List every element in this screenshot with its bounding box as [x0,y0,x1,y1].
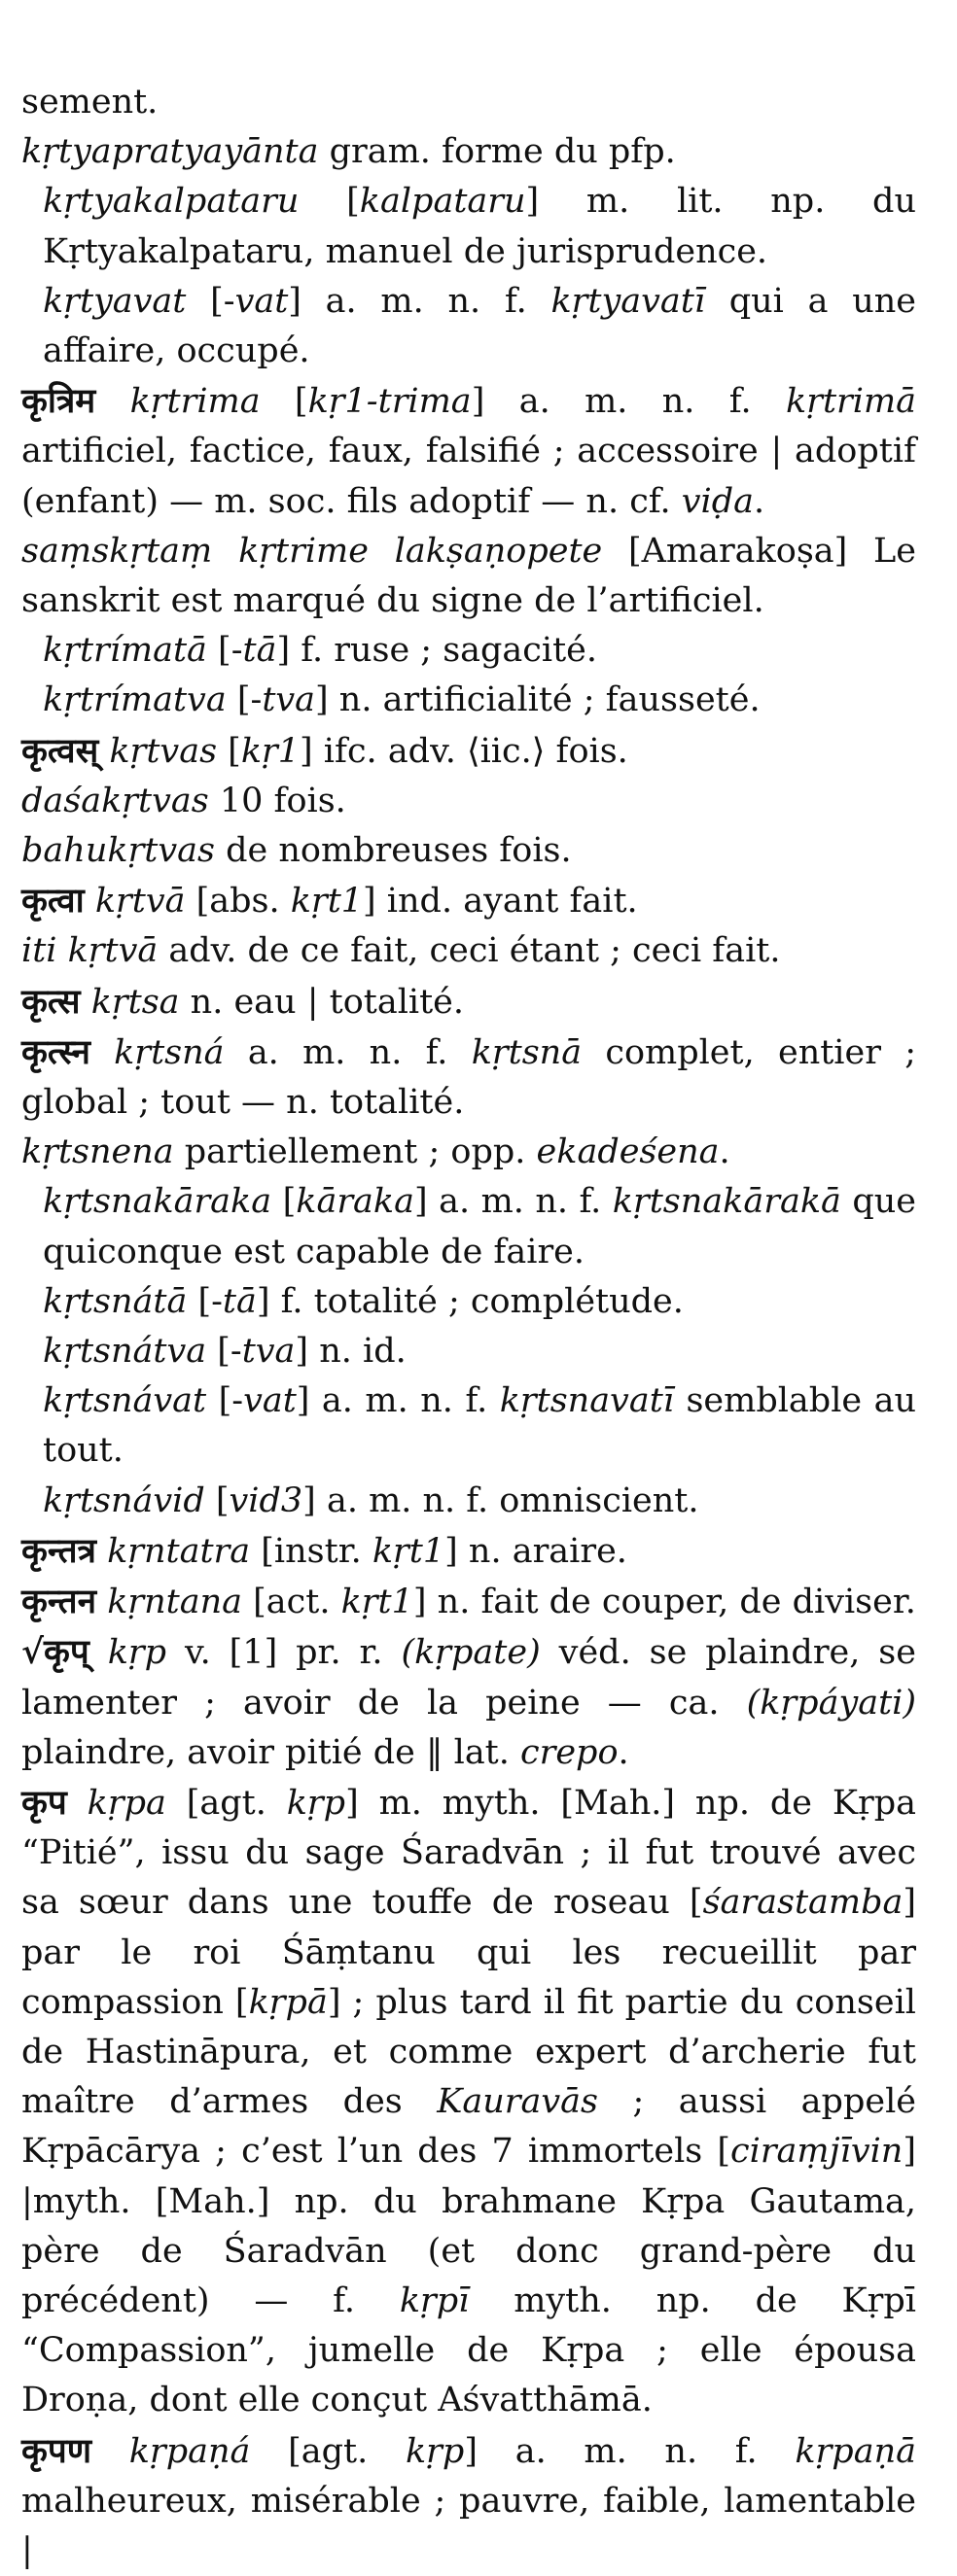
italic-term: kṛtsnakārakā [612,1182,841,1222]
italic-term: kṛtyavatī [550,281,705,321]
dictionary-entry [21,177,916,276]
entry-text: [abs. [185,882,291,922]
italic-term: kṛntatra [107,1531,251,1571]
entry-text: n. eau | totalité. [179,982,464,1022]
entry-text: . [754,481,765,521]
dictionary-entry [21,876,916,926]
devanagari-headword: √कृप् [21,1632,89,1673]
entry-text: ] a. m. n. f. [414,1182,613,1222]
entry-text: [- [206,631,243,671]
devanagari-headword: कृप [21,1782,67,1823]
entry-text: [act. [242,1583,341,1622]
italic-term: (kṛpate) [401,1633,541,1673]
entry-text: de nombreuses fois. [214,831,572,871]
entry-text: gram. forme du pfp. [318,132,676,172]
devanagari-headword: कृन्तन [21,1582,97,1622]
entry-text: [- [186,281,235,321]
dictionary-entry [21,1376,916,1476]
entry-text: ] n. id. [295,1332,407,1372]
italic-term: tā [222,1281,257,1321]
italic-term: kṛ1 [240,731,301,771]
dictionary-entry [21,1027,916,1128]
italic-term: kṛpī [399,2280,470,2320]
entry-text [89,1633,108,1672]
entry-text: ] n. fait de couper, de diviser. [412,1583,916,1622]
italic-term: kṛtsnavatī [499,1381,674,1421]
italic-term: kṛt1 [340,1583,413,1622]
dictionary-entry [21,1477,916,1526]
dictionary-entry [21,826,916,876]
entry-text: ] m. lit. np. du Kṛtyakalpataru, manuel de jurisprudence. [43,182,916,271]
italic-term: kṛpaṇá [128,2431,251,2471]
italic-term: Kauravās [437,2082,598,2122]
entry-text: artificiel, factice, faux, falsifié ; accessoire | adoptif (enfant) — m. soc. fils adoptif — n. cf. [21,432,916,521]
entry-text: ] |myth. [Mah.] np. du brahmane Kṛpa Gautama, père de Śaradvān (et donc grand-père du précédent) — f. [21,2132,916,2320]
entry-text [81,983,91,1022]
entry-text: ] n. artificialité ; fausseté. [315,680,761,720]
italic-term: kṛtsnátā [43,1281,188,1321]
devanagari-headword: कृन्तत्र [21,1530,96,1571]
dictionary-entry [21,1778,916,2426]
entry-text: [ [217,731,241,771]
entry-text: [- [226,680,263,720]
entry-text: ] n. araire. [444,1531,627,1571]
italic-term: kalpataru [359,182,526,222]
italic-term: śarastamba [702,1883,904,1923]
entry-text [91,2432,129,2471]
entry-text: sement. [21,83,159,122]
dictionary-entry [21,1526,916,1577]
entry-text: [instr. [250,1531,372,1571]
entry-text: ] a. m. n. f. [296,1381,500,1421]
entry-text: [agt. [250,2431,406,2471]
entry-text: 10 fois. [208,781,346,820]
italic-term: kṛt1 [372,1531,445,1571]
dictionary-entry [21,127,916,177]
entry-text: ; aussi appelé Kṛpācārya ; c’est l’un des 7 immortels [ [21,2082,916,2172]
italic-term: kṛtsnávid [43,1480,205,1520]
italic-term: kṛtsnakāraka [43,1182,272,1222]
italic-term: saṃskṛtaṃ kṛtrime lakṣaṇopete [21,531,603,571]
entry-text: ] par le roi Śāṃtanu qui les recueillit par compassion [ [21,1883,916,2022]
entry-text: . [618,1732,629,1772]
dictionary-entry [21,78,916,127]
dictionary-entry [21,2426,916,2576]
italic-term: (kṛpáyati) [746,1683,916,1723]
italic-term: kṛpa [87,1783,166,1823]
italic-term: tā [242,631,277,671]
entry-text: [agt. [165,1783,287,1823]
entry-text [95,382,129,421]
italic-term: kṛtsnā [471,1032,583,1072]
entry-text: ] a. m. n. f. [288,281,551,321]
italic-term: kṛtsná [114,1032,225,1072]
entry-text: [Amarakoṣa] Le sanskrit est marqué du signe de l’artificiel. [21,531,916,621]
entry-text: . [719,1132,730,1172]
devanagari-headword: कृत्रिम [21,381,96,422]
entry-text [96,1532,107,1571]
entry-text: [ [260,382,308,422]
dictionary-entry [21,527,916,626]
entry-text [67,1784,88,1823]
italic-term: kṛntana [107,1583,243,1622]
devanagari-headword: कृत्स [21,981,81,1022]
italic-term: kṛtsnena [21,1132,174,1172]
italic-term: kṛtyavat [43,281,187,321]
italic-term: vid3 [229,1480,303,1520]
entry-text: ] f. ruse ; sagacité. [276,631,597,671]
dictionary-entry [21,977,916,1027]
italic-term: crepo [520,1732,619,1772]
devanagari-headword: कृत्स्न [21,1031,90,1072]
dictionary-entry [21,277,916,376]
dictionary-entry [21,676,916,725]
entry-text: ] a. m. n. f. [471,382,787,422]
entry-text [98,732,109,771]
italic-term: kṛtrima [129,382,261,422]
dictionary-entry [21,777,916,826]
entry-text: qui a une affaire, occupé. [43,281,916,371]
italic-term: ciraṃjīvin [730,2132,904,2172]
italic-term: vat [243,1381,297,1421]
entry-text: a. m. n. f. [224,1032,472,1072]
dictionary-entry [21,1327,916,1376]
entry-text: plaindre, avoir pitié de ‖ lat. [21,1732,521,1772]
entry-text: semblable au tout. [43,1381,916,1471]
italic-term: tva [241,1332,296,1372]
italic-term: kṛp [405,2431,465,2471]
italic-term: iti kṛtvā [21,931,159,971]
entry-text: adv. de ce fait, ceci étant ; ceci fait. [158,931,781,971]
italic-term: kṛtrímatva [43,680,227,720]
entry-text [90,1033,114,1072]
devanagari-headword: कृत्वा [21,881,85,922]
entry-text: ] a. m. n. f. omniscient. [302,1480,699,1520]
entry-text: ] ; plus tard il fit partie du conseil de Hastināpura, et comme expert d’archerie fut maître d’armes des [21,1982,916,2122]
dictionary-entry [21,626,916,676]
italic-term: kṛtyapratyayānta [21,132,319,172]
entry-text: [ [204,1480,230,1520]
italic-term: daśakṛtvas [21,781,209,820]
entry-text: [- [206,1332,242,1372]
italic-term: kṛtsnátva [43,1332,207,1372]
italic-term: kṛtrímatā [43,631,207,671]
entry-text: v. [1] pr. r. [166,1633,402,1673]
devanagari-headword: कृत्वस् [21,730,99,771]
italic-term: kṛtsnávat [43,1381,207,1421]
italic-term: viḍa [681,481,755,521]
entry-text: que quiconque est capable de faire. [43,1182,917,1271]
entry-text: [ [271,1182,297,1222]
italic-term: kṛt1 [290,882,364,922]
italic-term: kāraka [296,1182,414,1222]
entry-text: ] ind. ayant fait. [363,882,638,922]
dictionary-entry [21,1177,916,1276]
entry-text: myth. np. de Kṛpī “Compassion”, jumelle de Kṛpa ; elle épousa Droṇa, dont elle conçut Aśvatthāmā. [21,2280,916,2420]
italic-term: kṛp [107,1633,167,1673]
entry-text: ] f. totalité ; complétude. [256,1281,684,1321]
entry-text: malheureux, misérable ; pauvre, faible, lamentable | [21,2481,916,2570]
dictionary-entry [21,1277,916,1327]
entry-text: [- [187,1281,223,1321]
entry-text: [- [206,1381,244,1421]
dictionary-entry [21,1627,916,1778]
italic-term: kṛp [286,1783,346,1823]
italic-term: kṛtvā [94,882,186,922]
entry-text: ] m. myth. [Mah.] np. de Kṛpa “Pitié”, issu du sage Śaradvān ; il fut trouvé avec sa sœur dans une touffe de roseau [ [21,1783,916,1923]
entry-text: partiellement ; opp. [173,1132,537,1172]
devanagari-headword: कृपण [21,2430,92,2471]
entry-text: complet, entier ; global ; tout — n. totalité. [21,1032,916,1123]
entry-text [96,1583,107,1621]
entry-text: ] a. m. n. f. [464,2431,796,2471]
italic-term: tva [262,680,316,720]
dictionary-entry [21,1128,916,1177]
entry-text: ] ifc. adv. ⟨iic.⟩ fois. [300,731,628,771]
dictionary-entry [21,1577,916,1627]
italic-term: kṛtyakalpataru [43,182,300,222]
italic-term: kṛtsa [90,982,180,1022]
dictionary-entry [21,726,916,777]
italic-term: ekadeśena [536,1132,720,1172]
italic-term: kṛtrimā [786,382,916,422]
italic-term: kṛ1-trima [307,382,472,422]
italic-term: kṛpaṇā [795,2431,916,2471]
dictionary-entry [21,926,916,976]
entry-text [85,882,95,921]
italic-term: kṛtvas [109,731,218,771]
dictionary-entry [21,376,916,527]
entry-text: [ [299,182,360,222]
italic-term: bahukṛtvas [21,831,215,871]
entry-text: véd. se plaindre, se lamenter ; avoir de la peine — ca. [21,1633,916,1723]
italic-term: kṛpā [248,1982,328,2022]
italic-term: vat [234,281,289,321]
